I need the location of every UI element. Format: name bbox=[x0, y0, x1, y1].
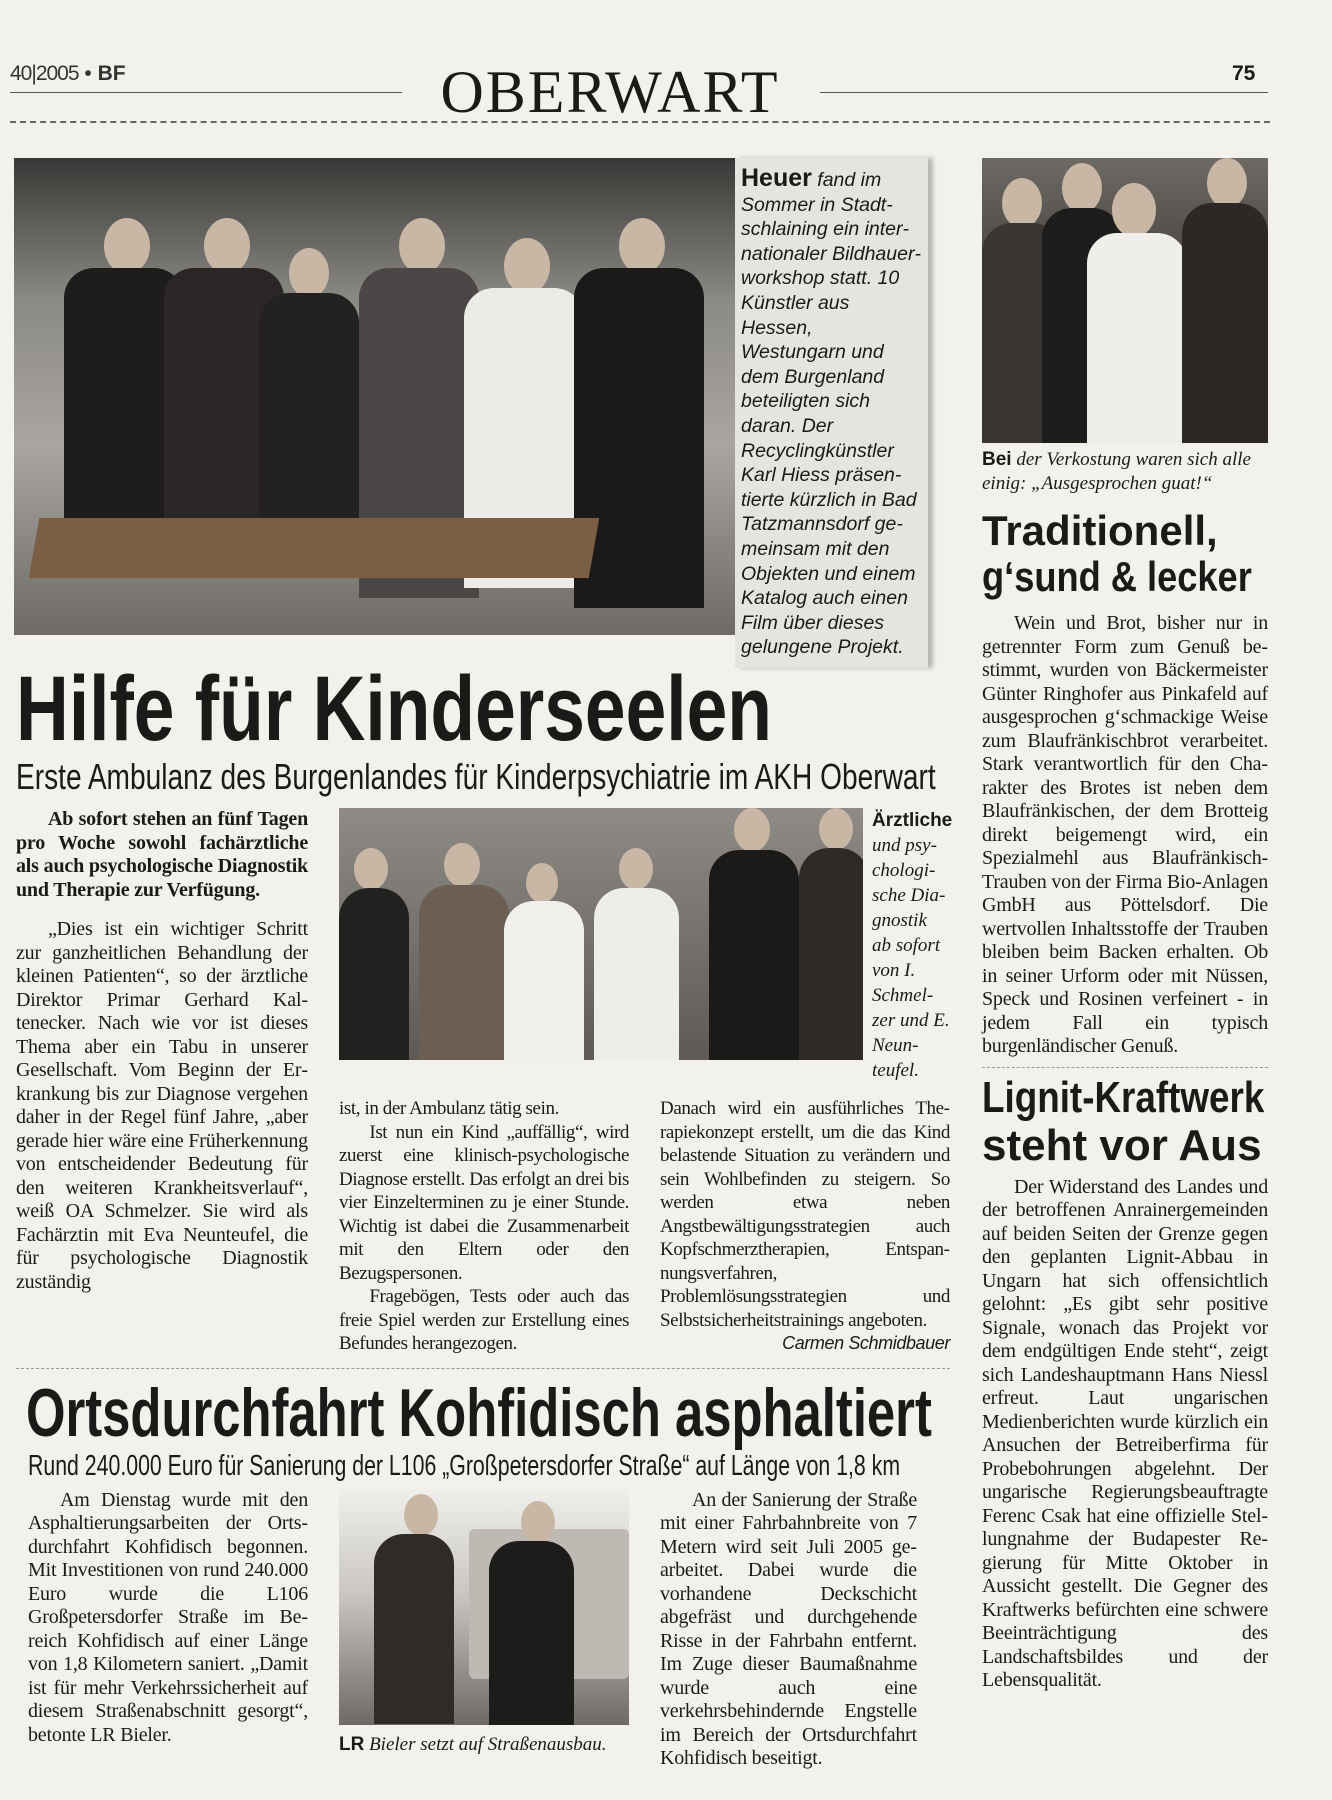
kohfidisch-column-1 bbox=[28, 1489, 308, 1771]
wine-tasting-photo bbox=[982, 158, 1268, 443]
ambulance-team-photo bbox=[339, 808, 863, 1060]
road-construction-photo bbox=[339, 1489, 629, 1725]
kinder-column-1-body bbox=[16, 918, 308, 1294]
headline-text: Ortsdurchfahrt Kohfidisch asphaltiert bbox=[26, 1374, 932, 1451]
subheadline-text: Erste Ambulanz des Burgenlandes für Kinderpsychiatrie im AKH Oberwart bbox=[16, 756, 936, 797]
kinder-column-2 bbox=[339, 1097, 629, 1356]
paragraph: Fragebögen, Tests oder auch das freie Spiel werden zur Erstellung eines Befundes herangezogen. bbox=[339, 1286, 629, 1354]
bread-article-body bbox=[982, 612, 1268, 1059]
caption-lead: Bei bbox=[982, 449, 1012, 470]
paragraph: Der Widerstand des Landes und der betroffenen Anrainergemeinden auf beiden Seiten der Grenze gegen den geplanten Lignit-Abbau in Ungarn hat sich offensichtlich gelohnt: „Es gibt sehr positive Signale, wonach das Projekt vor dem endgültigen Ende steht“, zeigt sich Landeshauptmann Hans Niessl erfreut. Laut ungarischen Medienberichten wurde kürzlich ein Ansuchen der Betreiberfirma für Probebohrungen abgelehnt. Der ungarische Regierungsbeauftragte Ferenc Csak hat eine offizielle Stellungnahme der Budapester Regierung für Mitte Oktober in Aussicht gestellt. Die Gegner des Kraftwerks befürchten eine schwere Beeinträchtigung des Landschaftsbildes und der Lebensqualität. bbox=[982, 1175, 1268, 1691]
subheadline-text: Rund 240.000 Euro für Sanierung der L106 „Großpetersdorfer Straße“ auf Länge von 1,8 km bbox=[28, 1449, 901, 1482]
header-rule-left bbox=[10, 92, 402, 93]
road-caption bbox=[339, 1733, 629, 1757]
right-column bbox=[982, 158, 1268, 1693]
author-byline: Carmen Schmidbauer bbox=[782, 1333, 950, 1353]
caption-lead: LR bbox=[339, 1733, 365, 1755]
paragraph: An der Sanierung der Straße mit einer Fahrbahnbreite von 7 Metern wird seit Juli 2005 gearbeitet. Dabei wurde die vorhandene Deckschicht abgefräst und durchgehende Risse in der Fahrbahn entfernt. Im Zuge dieser Baumaßnahme wurde auch eine verkehrsbehindernde Engstelle im Bereich der Ortsdurchfahrt Kohfidisch beseitigt. bbox=[660, 1488, 917, 1769]
article-divider bbox=[16, 1368, 950, 1369]
issue-folio bbox=[10, 62, 126, 86]
kinder-subheadline bbox=[16, 756, 936, 798]
kinder-column-1 bbox=[16, 808, 308, 1356]
page-number: 75 bbox=[1232, 62, 1256, 85]
paragraph: Am Dienstag wurde mit den Asphaltierungsarbeiten der Ortsdurchfahrt Kohfidisch begonnen. Mit Investitionen von rund 240.000 Euro wurde die L106 Großpetersdorfer Straße im Bereich Kohfidisch auf einer Länge von 1,8 Kilometern saniert. „Damit ist für mehr Verkehrssicherheit auf diesem Straßenabschnitt gesorgt“, betonte LR Bieler. bbox=[28, 1488, 308, 1746]
caption-lead: Ärztliche bbox=[872, 810, 953, 831]
paragraph: ist, in der Ambulanz tätig sein. bbox=[339, 1098, 559, 1119]
column-divider bbox=[982, 1067, 1268, 1068]
headline-line: Lignit-Kraftwerk bbox=[982, 1072, 1265, 1122]
road-photo-block bbox=[339, 1489, 629, 1771]
headline-line: g‘sund & lecker bbox=[982, 553, 1252, 600]
section-title: OBERWART bbox=[440, 59, 780, 125]
kinder-columns bbox=[16, 808, 953, 1356]
tasting-caption bbox=[982, 448, 1268, 496]
kinder-column-3 bbox=[660, 1097, 950, 1356]
separator: • bbox=[84, 62, 92, 85]
kinder-headline bbox=[16, 658, 772, 760]
ambulance-photo-block bbox=[339, 808, 953, 1083]
sculpture-workshop-photo bbox=[14, 158, 735, 635]
headline-text: Hilfe für Kinderseelen bbox=[16, 658, 772, 760]
caption-text: und psychologische Diagnostik ab sofort von I. Schmelzer und E. Neunteufel. bbox=[872, 835, 950, 1081]
kohfidisch-columns bbox=[16, 1489, 950, 1771]
bread-headline bbox=[982, 508, 1252, 600]
header-rule-right bbox=[820, 92, 1268, 93]
caption-lead: Heuer bbox=[741, 164, 812, 192]
lignite-article-body bbox=[982, 1176, 1268, 1693]
left-area bbox=[16, 658, 953, 1771]
paragraph: Ist nun ein Kind „auffällig“, wird zuerst eine klinisch-psychologische Diagnose erstellt. Das erfolgt an drei bis vier Einzelterminen zu je einer Stunde. Wichtig ist dabei die Zusammenarbeit mit den Eltern oder den Bezugspersonen. bbox=[339, 1121, 629, 1284]
headline-line: Traditionell, bbox=[982, 507, 1218, 554]
issue-number: 40|2005 bbox=[10, 62, 79, 85]
wooden-sculpture bbox=[29, 518, 600, 578]
ambulance-caption bbox=[872, 808, 953, 1083]
kohfidisch-column-3 bbox=[660, 1489, 917, 1771]
caption-text: Bieler setzt auf Straßenausbau. bbox=[369, 1733, 607, 1755]
kohfidisch-subheadline bbox=[28, 1449, 900, 1483]
paragraph: „Dies ist ein wichtiger Schritt zur ganzheitlichen Behandlung der kleinen Patienten“, so der ärztliche Direktor Primar Gerhard Kaltenecker. Nach wie vor ist dieses Thema aber ein Tabu in unserer Gesellschaft. Vom Beginn der Erkrankung bis zur Diagnose vergehen daher in der Regel fünf Jahre, „aber gerade hier wäre eine Früherkennung von entscheidender Bedeutung für den weiteren Krankheitsverlauf“, weiß OA Schmelzer. Sie wird als Fachärztin mit Eva Neunteufel, die für psychologische Diagnostik zuständig bbox=[16, 918, 308, 1293]
paragraph-text: Danach wird ein ausführliches Therapiekonzept erstellt, um die das Kind belastende Situation zu verändern und sein Wohlbefinden zu steigern. So werden etwa neben Angstbewältigungsstrategien auch Kopfschmerztherapien, Entspannungsverfahren, Problemlösungsstrategien und Selbstsicherheitstrainings angeboten. bbox=[660, 1098, 950, 1331]
kohfidisch-headline bbox=[26, 1374, 932, 1451]
paragraph bbox=[660, 1097, 950, 1353]
caption-text: fand im Sommer in Stadtschlaining ein internationaler Bildhauerworkshop statt. 10 Künstler aus Hessen, Westungarn und dem Burgenland beteiligten sich daran. Der Recyclingkünstler Karl Hiess präsentierte kürzlich in Bad Tatzmannsdorf gemeinsam mit den Objekten und einem Katalog auch einen Film über dieses gelungene Projekt. bbox=[741, 169, 921, 659]
header-divider bbox=[10, 121, 1270, 123]
lead-paragraph: Ab sofort stehen an fünf Tagen pro Woche sowohl fachärztliche als auch psychologische Diagnostik und Therapie zur Verfügung. bbox=[16, 808, 308, 901]
paragraph: Wein und Brot, bisher nur in getrennter Form zum Genuß bestimmt, wurden von Bäckermeister Günter Ringhofer aus Pinkafeld auf ausgesprochen g‘schmackige Weise zum Blaufränkischbrot verarbeitet. Stark verantwortlich für den Charakter des Brotes ist neben dem Blaufränkischen, der dem Brotteig direkt beigemengt wird, ein Spezialmehl aus Blaufränkisch-Trauben von der Firma Bio-Anlagen GmbH aus Pöttelsdorf. Die wertvollen Inhaltsstoffe der Trauben bleiben beim Backen erhalten. Ob in seiner Urform oder mit Nüssen, Speck und Rosinen verfeinert - in jedem Fall ein typisch burgenländischer Genuß. bbox=[982, 612, 1268, 1057]
lignite-headline bbox=[982, 1074, 1264, 1170]
caption-text: der Verkostung waren sich alle einig: „Ausgesprochen guat!“ bbox=[982, 449, 1251, 494]
publication-name: BF bbox=[97, 62, 126, 85]
headline-line: steht vor Aus bbox=[982, 1120, 1262, 1170]
workshop-caption bbox=[735, 158, 928, 668]
